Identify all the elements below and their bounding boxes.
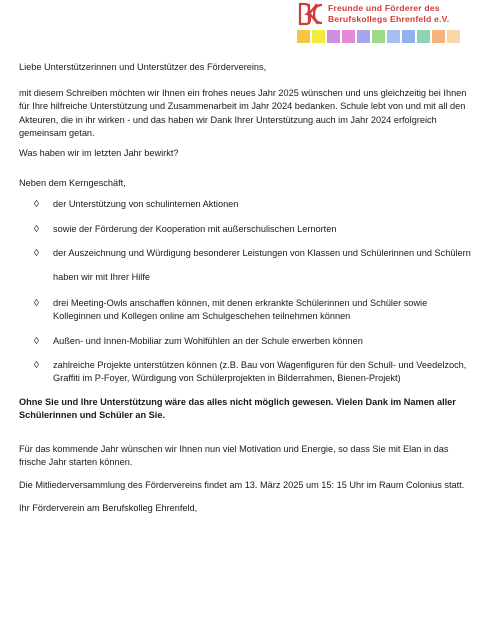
organization-name-line1: Freunde und Förderer des	[328, 3, 440, 13]
list-item	[19, 335, 474, 348]
list-item	[19, 223, 474, 236]
hilfe-line: haben wir mit Ihrer Hilfe	[53, 272, 151, 283]
core-activities-list	[19, 198, 474, 260]
list-item-text: zahlreiche Projekte unterstützen können (z.B. Bau von Wagenfiguren für den Schull- und Veedelzoch, Graffiti im P-Foyer, Würdigung von Schülerprojekten in Bilderrahmen, Bienen-Projekt)	[53, 359, 467, 384]
list-item	[19, 359, 474, 385]
color-square	[342, 30, 355, 43]
list-item	[19, 297, 474, 323]
color-square	[372, 30, 385, 43]
organization-name-line2: Berufskollegs Ehrenfeld e.V.	[328, 14, 450, 24]
color-square	[447, 30, 460, 43]
intro-paragraph: mit diesem Schreiben möchten wir Ihnen ein frohes neues Jahr 2025 wünschen und uns gleichzeitig bei Ihnen für Ihre hilfreiche Unterstützung und Zusammenarbeit im Jahr 2024 bedanken. Schule lebt von und mit all den Akteuren, die in ihr wirken - und das haben wir Dank Ihrer Unterstützung auch im Jahr 2024 erfolgreich gemeinsam getan.	[19, 88, 467, 138]
list-item-text: der Auszeichnung und Würdigung besonderer Leistungen von Klassen und Schülerinnen und Schülern	[53, 247, 471, 258]
color-square	[387, 30, 400, 43]
bke-logo-icon	[297, 2, 323, 26]
closing-line: Ihr Förderverein am Berufskolleg Ehrenfeld,	[19, 503, 198, 514]
greeting: Liebe Unterstützerinnen und Unterstützer des Fördervereins,	[19, 62, 267, 72]
color-squares-bar	[297, 30, 462, 43]
color-square	[432, 30, 445, 43]
organization-name	[328, 3, 488, 25]
wishes-paragraph: Für das kommende Jahr wünschen wir Ihnen nun viel Motivation und Energie, so dass Sie mit Elan in das frische Jahr starten können.	[19, 443, 449, 467]
list-item	[19, 198, 474, 211]
diamond-bullet-icon: ◊	[34, 247, 39, 259]
list-item-text: drei Meeting-Owls anschaffen können, mit denen erkrankte Schülerinnen und Schüler sowie Kolleginnen und Kollegen online am Schulgeschehen teilnehmen können	[53, 298, 428, 322]
diamond-bullet-icon: ◊	[34, 335, 39, 347]
list-item-text: der Unterstützung von schulinternen Aktionen	[53, 199, 239, 210]
list-item-text: Außen- und Innen-Mobiliar zum Wohlfühlen an der Schule erwerben können	[53, 335, 363, 346]
color-square	[297, 30, 310, 43]
kerngeschaeft-line: Neben dem Kerngeschäft,	[19, 178, 126, 189]
color-square	[417, 30, 430, 43]
achievements-list	[19, 297, 474, 385]
question: Was haben wir im letzten Jahr bewirkt?	[19, 148, 179, 159]
list-item	[19, 247, 474, 260]
letterhead	[0, 0, 489, 48]
color-square	[402, 30, 415, 43]
diamond-bullet-icon: ◊	[34, 359, 39, 371]
diamond-bullet-icon: ◊	[34, 223, 39, 235]
letter-body	[19, 61, 474, 515]
color-square	[312, 30, 325, 43]
diamond-bullet-icon: ◊	[34, 298, 39, 310]
list-item-text: sowie der Förderung der Kooperation mit außerschulischen Lernorten	[53, 223, 337, 234]
thanks-statement: Ohne Sie und Ihre Unterstützung wäre das alles nicht möglich gewesen. Vielen Dank im Namen aller Schülerinnen und Schüler an Sie.	[19, 397, 456, 421]
color-square	[327, 30, 340, 43]
color-square	[357, 30, 370, 43]
diamond-bullet-icon: ◊	[34, 199, 39, 211]
meeting-announcement: Die Mitliederversammlung des Fördervereins findet am 13. März 2025 um 15: 15 Uhr im Raum Colonius statt.	[19, 480, 465, 491]
